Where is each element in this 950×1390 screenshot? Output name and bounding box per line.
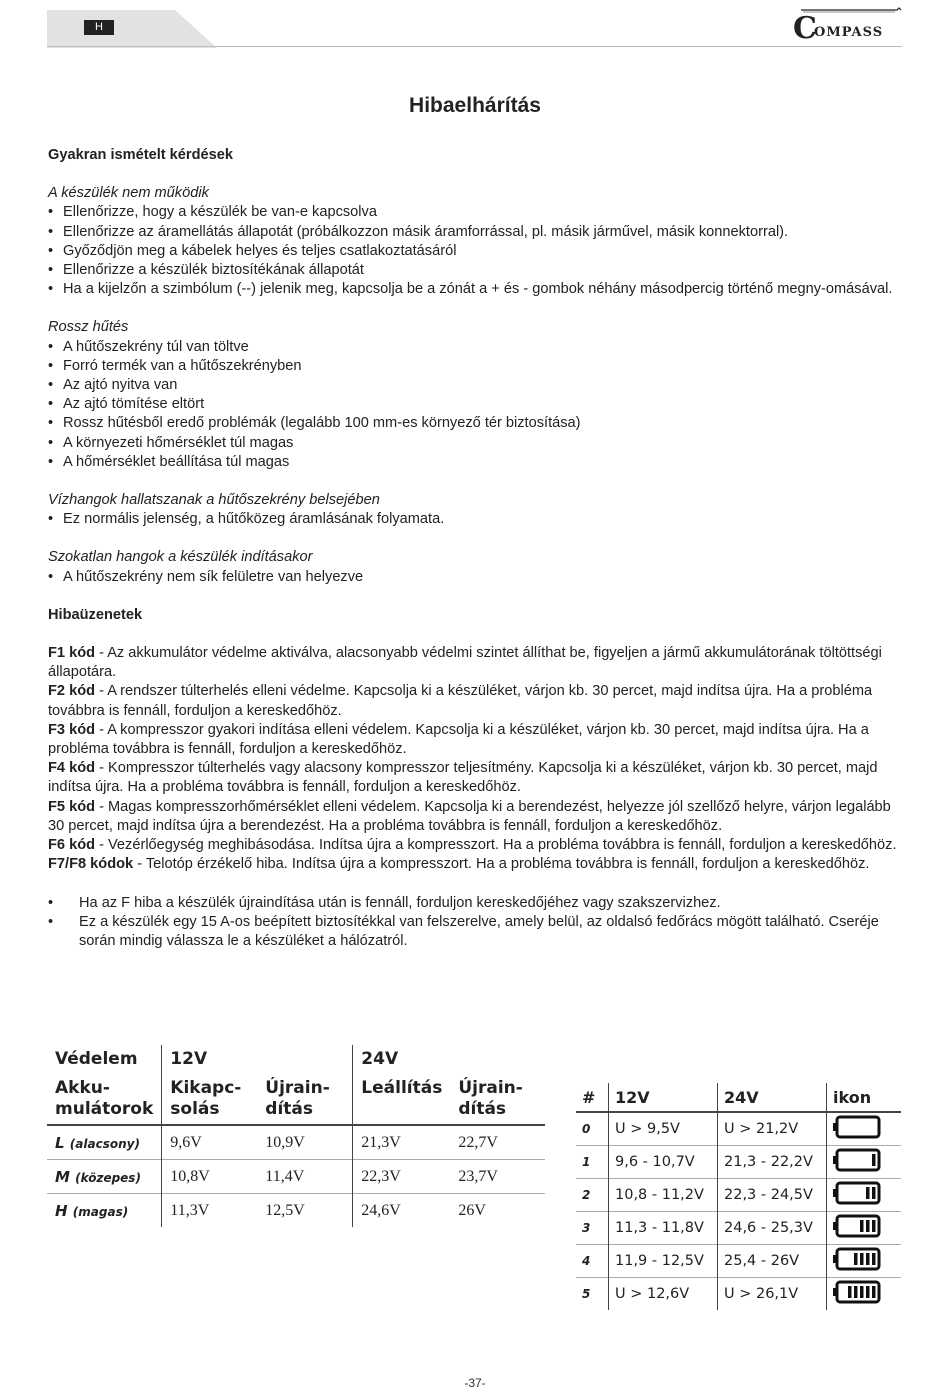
table-row <box>576 1146 901 1179</box>
table-row <box>576 1278 901 1311</box>
error-description: - Vezérlőegység meghibásodása. Indítsa újra a kompresszort. Ha a probléma továbbra is fennáll, forduljon a kereskedőhöz. <box>95 837 897 854</box>
error-code: F4 kód <box>48 760 96 777</box>
list-item: • Ha a kijelzőn a szimbólum (--) jelenik meg, kapcsolja be a zónát a + és - gombok néhány másodpercig történő megny-omásával. <box>48 280 903 299</box>
faq-list <box>48 203 903 299</box>
faq-list <box>48 568 903 587</box>
battery-bar <box>848 1286 852 1298</box>
battery-bar <box>866 1253 870 1265</box>
cell: 9,6 - 10,7V <box>609 1146 718 1179</box>
battery-terminal <box>833 1123 836 1131</box>
error-code: F6 kód <box>48 837 96 854</box>
row-number: 4 <box>576 1245 609 1278</box>
battery-level-icon <box>833 1279 883 1305</box>
battery-terminal <box>833 1288 836 1296</box>
page-title: Hibaelhárítás <box>409 94 541 117</box>
error-code: F1 kód <box>48 645 96 662</box>
cell: 10,8 - 11,2V <box>609 1179 718 1212</box>
error-description: - Magas kompresszorhőmérséklet elleni védelem. Kapcsolja ki a berendezést, helyezze jól szellőző helyre, várjon legalább 30 percet, majd indítsa újra a berendezést. Ha a probléma továbbra is fennáll, forduljon a kereskedőhöz. <box>48 798 891 834</box>
list-item: • Forró termék van a hűtőszekrényben <box>48 357 903 376</box>
battery-bar <box>860 1253 864 1265</box>
list-item: • Az ajtó nyitva van <box>48 376 903 395</box>
list-item: • Ez normális jelenség, a hűtőközeg áramlásának folyamata. <box>48 510 903 529</box>
errors-heading: Hibaüzenetek <box>48 606 143 623</box>
table-row <box>576 1112 901 1146</box>
note-item: • Ha az F hiba a készülék újraindítása után is fennáll, forduljon kereskedőjéhez vagy szakszervizhez. <box>48 894 903 913</box>
battery-terminal <box>833 1255 836 1263</box>
cell: 23,7V <box>458 1167 498 1185</box>
error-code: F2 kód <box>48 683 96 700</box>
table-row <box>47 1125 545 1160</box>
list-item: • Ellenőrizze a készülék biztosítékának állapotát <box>48 261 903 280</box>
cell: 11,3 - 11,8V <box>609 1212 718 1245</box>
cell: 11,3V <box>162 1194 258 1228</box>
svg-text:OMPASS: OMPASS <box>814 25 884 40</box>
error-code-entry <box>48 836 903 855</box>
battery-bar <box>872 1154 876 1166</box>
cell: 11,9 - 12,5V <box>609 1245 718 1278</box>
note-item: • Ez a készülék egy 15 A-os beépített biztosítékkal van felszerelve, amely belül, az oldalsó fedőrács mögött található. Cseréje során mindig válassza le a készüléket a hálózatról. <box>48 913 903 951</box>
header-icon: ikon <box>827 1083 902 1112</box>
list-item: • A hűtőszekrény nem sík felületre van helyezve <box>48 568 903 587</box>
header-cutoff-12v: Kikapc-solás <box>162 1074 258 1125</box>
faq-section-title: A készülék nem működik <box>48 185 209 202</box>
list-item: • Ellenőrizze, hogy a készülék be van-e kapcsolva <box>48 203 903 222</box>
level-label: H (magas) <box>55 1201 129 1220</box>
row-number: 3 <box>576 1212 609 1245</box>
cell: 10,9V <box>265 1133 305 1151</box>
header-batteries: Akku-mulátorok <box>55 1078 154 1119</box>
battery-bar <box>872 1286 876 1298</box>
list-item: • Győződjön meg a kábelek helyes és teljes csatlakoztatásáról <box>48 242 903 261</box>
cell: 9,6V <box>162 1125 258 1160</box>
row-number: 5 <box>576 1278 609 1311</box>
battery-icon-cell <box>827 1245 902 1278</box>
error-code-entry <box>48 759 903 797</box>
compass-logo <box>793 6 905 42</box>
battery-level-icon <box>833 1114 883 1140</box>
battery-table <box>576 1083 901 1310</box>
cell: U > 12,6V <box>609 1278 718 1311</box>
language-tag: H <box>84 20 114 35</box>
error-description: - A kompresszor gyakori indítása elleni védelem. Kapcsolja ki a készüléket, várjon kb. 30 percet, majd indítsa újra. Ha a probléma továbbra is fennáll, forduljon a kereskedőhöz. <box>48 721 869 758</box>
table-row <box>47 1194 545 1228</box>
battery-icon-cell <box>827 1179 902 1212</box>
battery-terminal <box>833 1189 836 1197</box>
cell: 25,4 - 26V <box>718 1245 827 1278</box>
battery-bar <box>866 1187 870 1199</box>
faq-section-title: Szokatlan hangok a készülék indításakor <box>48 549 313 566</box>
svg-text:C: C <box>793 11 817 42</box>
error-code-entry <box>48 855 903 874</box>
battery-bar <box>854 1286 858 1298</box>
list-item: • Az ajtó tömítése eltört <box>48 395 903 414</box>
table-row <box>576 1179 901 1212</box>
battery-level-icon <box>833 1213 883 1239</box>
cell: 11,4V <box>265 1167 305 1185</box>
header-tab-shape <box>47 10 217 48</box>
cell: 12,5V <box>265 1201 305 1219</box>
cell: U > 26,1V <box>718 1278 827 1311</box>
battery-level-icon <box>833 1180 883 1206</box>
page-number: -37- <box>464 1376 486 1390</box>
battery-bar <box>860 1220 864 1232</box>
cell: 24,6 - 25,3V <box>718 1212 827 1245</box>
header-restart-12v: Újrain-dítás <box>265 1078 330 1119</box>
error-code: F3 kód <box>48 721 96 738</box>
table-row <box>47 1160 545 1194</box>
battery-bar <box>872 1187 876 1199</box>
cell: U > 21,2V <box>718 1112 827 1146</box>
battery-level-icon <box>833 1246 883 1272</box>
notes-list <box>48 894 903 952</box>
list-item: • A hűtőszekrény túl van töltve <box>48 338 903 357</box>
row-number: 0 <box>576 1112 609 1146</box>
battery-bar <box>854 1253 858 1265</box>
error-description: - Kompresszor túlterhelés vagy alacsony kompresszor teljesítmény. Kapcsolja ki a készüléket, várjon kb. 30 percet, majd indítsa újra. Ha a probléma továbbra is fennáll, forduljon a kereskedőhöz. <box>48 760 878 796</box>
faq-list <box>48 510 903 529</box>
cell: 22,3V <box>353 1160 451 1194</box>
header-restart-24v: Újrain-dítás <box>458 1078 523 1119</box>
faq-heading: Gyakran ismételt kérdések <box>48 147 233 163</box>
battery-terminal <box>833 1222 836 1230</box>
battery-bar <box>860 1286 864 1298</box>
error-code-entry <box>48 798 903 836</box>
header-protection: Védelem <box>55 1049 138 1069</box>
error-code: F7/F8 kódok <box>48 856 134 873</box>
battery-bar <box>872 1220 876 1232</box>
row-number: 1 <box>576 1146 609 1179</box>
battery-bar <box>866 1286 870 1298</box>
faq-list <box>48 338 903 472</box>
row-number: 2 <box>576 1179 609 1212</box>
header-24v: 24V <box>718 1083 827 1112</box>
list-item: • A környezeti hőmérséklet túl magas <box>48 434 903 453</box>
level-label: L (alacsony) <box>55 1133 140 1152</box>
cell: 21,3V <box>353 1125 451 1160</box>
error-code-entry <box>48 721 903 759</box>
protection-table <box>47 1045 545 1227</box>
cell: 22,3 - 24,5V <box>718 1179 827 1212</box>
battery-icon-cell <box>827 1146 902 1179</box>
battery-icon-cell <box>827 1212 902 1245</box>
battery-bar <box>866 1220 870 1232</box>
battery-terminal <box>833 1156 836 1164</box>
faq-section-title: Vízhangok hallatszanak a hűtőszekrény belsejében <box>48 492 380 509</box>
cell: U > 9,5V <box>609 1112 718 1146</box>
battery-body <box>837 1117 879 1137</box>
list-item: • Rossz hűtésből eredő problémák (legalább 100 mm-es környező tér biztosítása) <box>48 414 903 433</box>
cell: 22,7V <box>458 1133 498 1151</box>
content <box>48 146 903 951</box>
error-code: F5 kód <box>48 798 96 815</box>
error-code-entry <box>48 644 903 682</box>
cell: 26V <box>458 1201 486 1219</box>
battery-icon-cell <box>827 1112 902 1146</box>
header-num: # <box>576 1083 609 1112</box>
list-item: • Ellenőrizze az áramellátás állapotát (próbálkozzon másik áramforrással, pl. másik járművel, másik konnektorral). <box>48 223 903 242</box>
faq-section-title: Rossz hűtés <box>48 319 129 336</box>
header-12v: 12V <box>162 1045 353 1074</box>
battery-icon-cell <box>827 1278 902 1311</box>
header-rule <box>47 46 902 47</box>
cell: 21,3 - 22,2V <box>718 1146 827 1179</box>
header-12v: 12V <box>609 1083 718 1112</box>
error-description: - Az akkumulátor védelme aktiválva, alacsonyabb védelmi szintet állíthat be, figyeljen a jármű akkumulátorának töltöttségi állapotára. <box>48 645 882 681</box>
error-description: - A rendszer túlterhelés elleni védelme. Kapcsolja ki a készüléket, várjon kb. 30 percet, majd indítsa újra. Ha a probléma továbbra is fennáll, forduljon a kereskedőhöz. <box>48 683 873 719</box>
error-description: - Telotóp érzékelő hiba. Indítsa újra a kompresszort. Ha a probléma továbbra is fennáll, forduljon a kereskedőhöz. <box>133 856 870 873</box>
table-row <box>576 1212 901 1245</box>
cell: 24,6V <box>353 1194 451 1228</box>
header-cutoff-24v: Leállítás <box>353 1074 451 1125</box>
table-row <box>576 1245 901 1278</box>
cell: 10,8V <box>162 1160 258 1194</box>
battery-level-icon <box>833 1147 883 1173</box>
header-24v: 24V <box>353 1045 546 1074</box>
list-item: • A hőmérséklet beállítása túl magas <box>48 453 903 472</box>
battery-bar <box>872 1253 876 1265</box>
level-label: M (közepes) <box>55 1167 141 1186</box>
error-code-entry <box>48 682 903 720</box>
